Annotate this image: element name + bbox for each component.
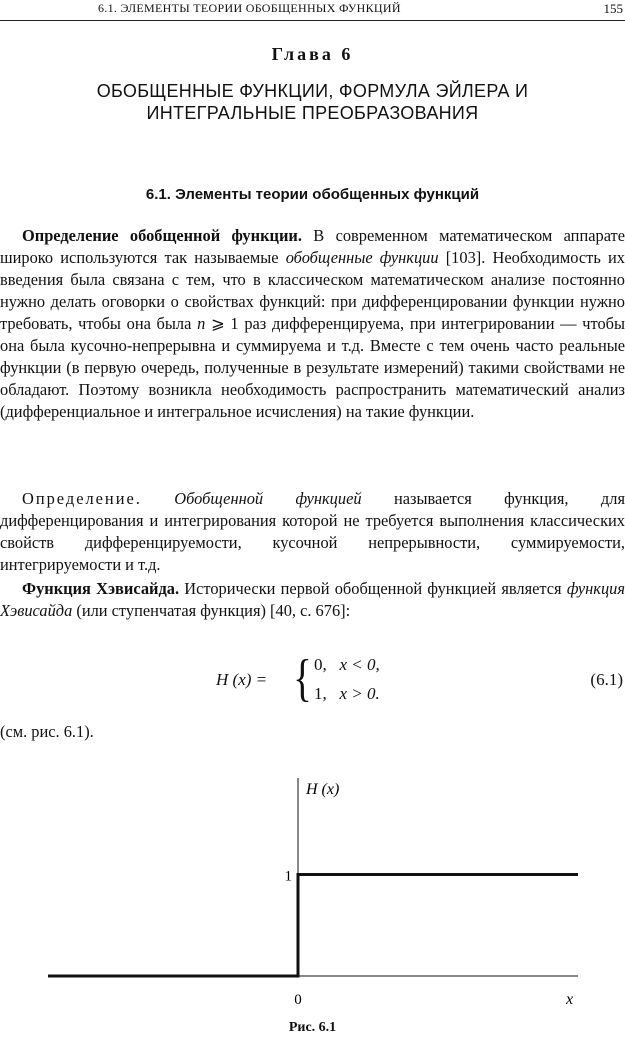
y-axis-label: H (x) (306, 781, 340, 798)
case-2-value: 1, (314, 684, 327, 703)
figure-caption: Рис. 6.1 (288, 1020, 337, 1035)
equation-lhs: H (x) = (216, 670, 268, 689)
paragraph-text: называется функция, для дифференцирования и интегрирования которой не требуется выполнения классических свойств дифференцируемости, кусочной непрерывности, суммируемости, интегрируемости и т.д. (0, 489, 625, 574)
emphasis-term: Обобщенной функцией (174, 489, 362, 508)
x-tick-label: 0 (294, 992, 302, 1008)
paragraph-formal-definition (0, 488, 625, 576)
math-inequality: ⩾ 1 (205, 314, 239, 333)
paragraph-definition (0, 225, 625, 423)
equation-case-2 (314, 684, 380, 704)
definition-label: Определение. (22, 489, 142, 508)
equation-6-1 (0, 652, 625, 712)
y-tick-label: 1 (284, 868, 292, 885)
chapter-title (20, 80, 605, 124)
chapter-label: Глава 6 (271, 44, 354, 64)
heaviside-figure (0, 760, 625, 1020)
equation-number: (6.1) (590, 670, 623, 689)
equation-brace: { (293, 650, 312, 707)
paragraph-text: Исторически первой обобщенной функцией является (179, 579, 567, 598)
figure-reference: (см. рис. 6.1). (0, 722, 94, 741)
series-line-heaviside (48, 874, 578, 976)
chapter-title-line-1: ОБОБЩЕННЫЕ ФУНКЦИИ, ФОРМУЛА ЭЙЛЕРА И (96, 81, 529, 101)
paragraph-text: раз дифференцируема, при интегрировании — чтобы она была кусочно-непрерывна и суммируема и т.д. Вместе с тем очень часто реальные функции (в первую очередь, полученные в результате измерений) такими свойствами не обладают. Поэтому возникла необходимость распространить математический анализ (дифференциальное и интегральное исчисления) на такие функции. (0, 314, 625, 421)
heaviside-chart (0, 760, 625, 1020)
running-title: 6.1. ЭЛЕМЕНТЫ ТЕОРИИ ОБОБЩЕННЫХ ФУНКЦИЙ (98, 1, 401, 15)
paragraph-text: В современном математическом аппарате широко используются так называемые (0, 226, 625, 267)
section-title: 6.1. Элементы теории обобщенных функций (145, 186, 480, 203)
emphasis-term: функция Хэвисайда (0, 579, 625, 620)
paragraph-text: (или ступенчатая функция) [40, с. 676]: (72, 601, 351, 620)
x-axis-label: x (566, 991, 574, 1008)
paragraph-lead: Определение обобщенной функции. (22, 226, 302, 245)
emphasis-term: обобщенные функции (285, 248, 439, 267)
equation-case-1 (314, 655, 380, 675)
math-variable: n (197, 314, 206, 333)
case-2-condition: x > 0. (339, 684, 380, 703)
paragraph-text: [103]. Необходимость их введения была связана с тем, что в классическом математическом анализе постоянно нужно делать оговорки о свойствах функций: при дифференцировании функции нужно требовать, чтобы она была (0, 248, 625, 333)
running-header (0, 0, 625, 21)
chapter-title-line-2: ИНТЕГРАЛЬНЫЕ ПРЕОБРАЗОВАНИЯ (146, 103, 479, 123)
case-1-value: 0, (314, 655, 327, 674)
case-1-condition: x < 0, (339, 655, 380, 674)
paragraph-heaviside (0, 578, 625, 622)
page-number: 155 (603, 1, 623, 16)
paragraph-lead: Функция Хэвисайда. (22, 579, 180, 598)
